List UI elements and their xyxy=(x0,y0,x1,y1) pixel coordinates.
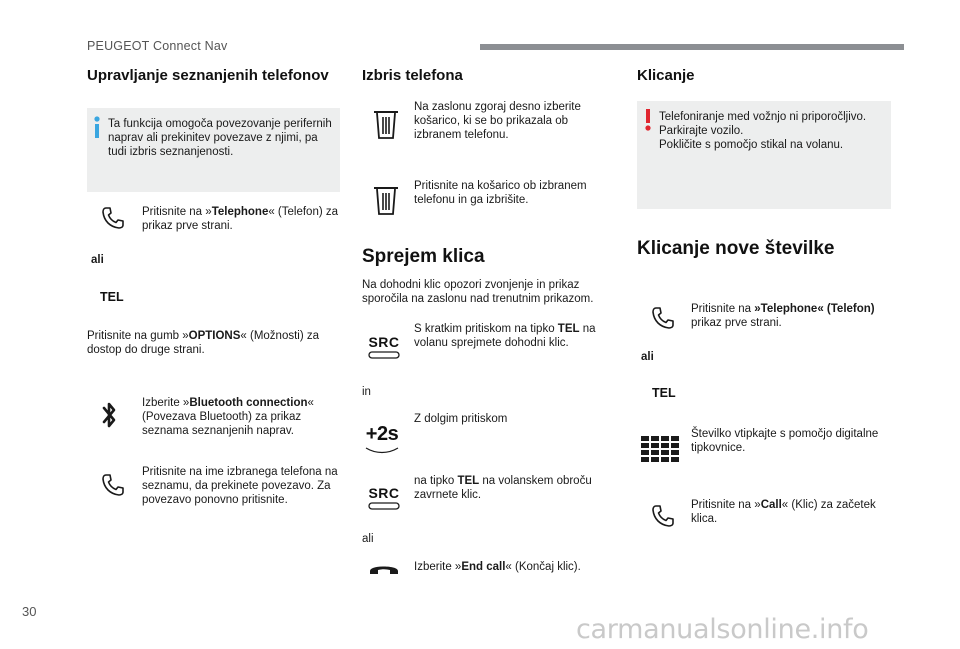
tel-button-label: TEL xyxy=(652,386,676,400)
step-short-press-tel: S kratkim pritiskom na tipko TEL na volanu sprejmete dohodni klic. xyxy=(414,323,596,349)
receive-intro: Na dohodni klic opozori zvonjenje in prikaz sporočila na zaslonu nad trenutnim prikazom. xyxy=(362,279,594,305)
step-press-trash: Pritisnite na košarico ob izbranem telefonu in ga izbrišite. xyxy=(414,180,587,206)
section-title-manage-phones: Upravljanje seznanjenih telefonov xyxy=(87,67,329,84)
trash-icon xyxy=(372,184,400,216)
step-new-open-telephone: Pritisnite na »Telephone« (Telefon) prikaz prve strani. xyxy=(691,303,875,329)
warning-icon xyxy=(644,109,652,136)
warning-note xyxy=(637,101,891,209)
or-label: ali xyxy=(91,254,104,266)
step-start-call: Pritisnite na »Call« (Klic) za začetek klica. xyxy=(691,499,876,525)
long-press-2s-icon: +2s xyxy=(362,423,402,454)
or-label: ali xyxy=(362,533,374,545)
info-note xyxy=(87,108,340,192)
step-disconnect: Pritisnite na ime izbranega telefona na seznamu, da prekinete povezavo. Za povezavo ponovno pritisnite. xyxy=(142,466,338,506)
page-number: 30 xyxy=(22,604,37,619)
step-long-press: Z dolgim pritiskom xyxy=(414,413,508,425)
phone-handset-icon xyxy=(100,472,126,498)
manual-brand-header: PEUGEOT Connect Nav xyxy=(87,39,228,53)
phone-handset-icon xyxy=(650,503,676,529)
step-options: Pritisnite na gumb »OPTIONS« (Možnosti) za dostop do druge strani. xyxy=(87,330,320,356)
info-icon xyxy=(93,116,101,143)
watermark: carmanualsonline.info xyxy=(576,614,869,645)
src-steering-button-icon: SRC xyxy=(368,485,400,511)
step-bluetooth-connection: Izberite »Bluetooth connection« (Povezava Bluetooth) za prikaz seznama seznanjenih naprav. xyxy=(142,397,314,437)
phone-handset-icon xyxy=(650,305,676,331)
phone-handset-icon xyxy=(100,205,126,231)
section-title-new-number: Klicanje nove številke xyxy=(637,238,835,259)
section-title-calling: Klicanje xyxy=(637,67,695,84)
step-enter-number: Številko vtipkajte s pomočjo digitalne tipkovnice. xyxy=(691,428,879,454)
hang-up-icon xyxy=(368,562,400,576)
src-steering-button-icon: SRC xyxy=(368,334,400,360)
step-open-telephone: Pritisnite na »Telephone« (Telefon) za prikaz prve strani. xyxy=(142,206,339,232)
step-select-trash: Na zaslonu zgoraj desno izberite košarico, ki se bo prikazala ob izbranem telefonu. xyxy=(414,101,581,141)
keypad-icon xyxy=(641,436,681,462)
section-title-receive-call: Sprejem klica xyxy=(362,246,485,267)
header-bar xyxy=(480,44,904,50)
and-label: in xyxy=(362,386,371,398)
bluetooth-icon xyxy=(101,398,117,432)
warning-note-text: Telefoniranje med vožnjo ni priporočljivo. Parkirajte vozilo. Pokličite s pomočjo stikal na volanu. xyxy=(659,111,867,151)
section-title-delete-phone: Izbris telefona xyxy=(362,67,463,84)
step-end-call: Izberite »End call« (Končaj klic). xyxy=(414,561,581,573)
trash-icon xyxy=(372,108,400,140)
or-label: ali xyxy=(641,351,654,363)
step-reject-call: na tipko TEL na volanskem obroču zavrnete klic. xyxy=(414,475,592,501)
tel-button-label: TEL xyxy=(100,290,124,304)
info-note-text: Ta funkcija omogoča povezovanje perifernih naprav ali prekinitev povezave z njimi, pa tudi izbris seznanjenosti. xyxy=(108,118,332,158)
